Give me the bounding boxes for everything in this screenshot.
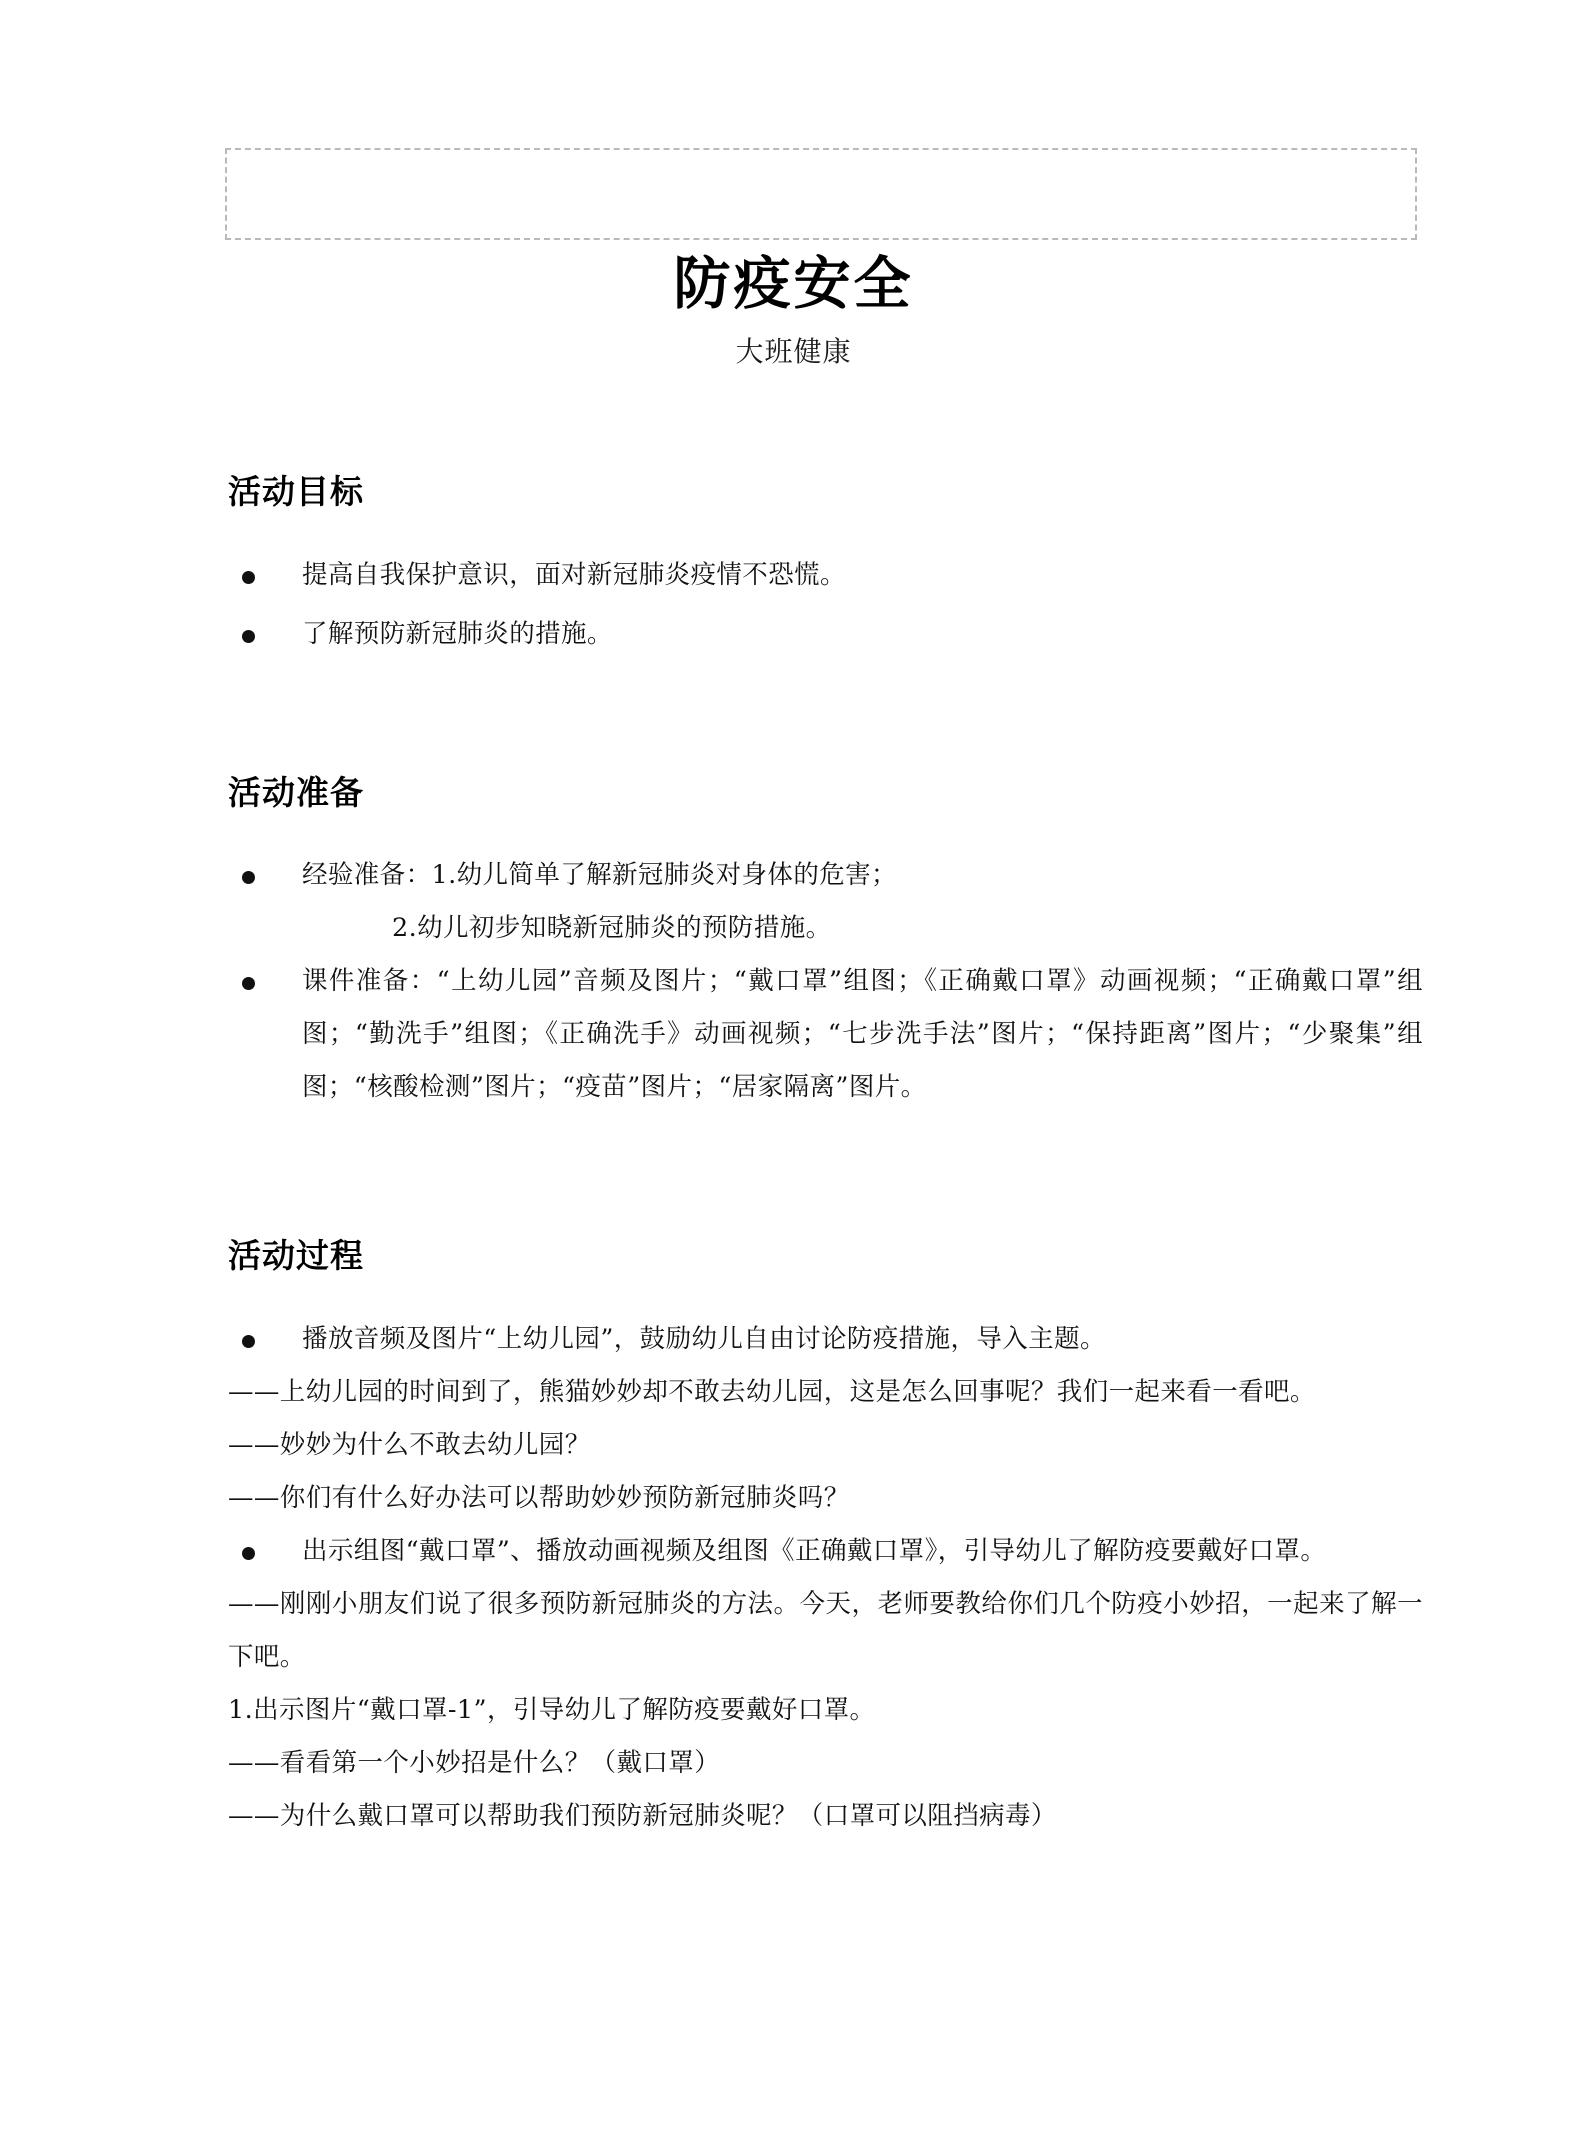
- step-dialogue-line: ——看看第一个小妙招是什么？（戴口罩）: [228, 1748, 721, 1779]
- document-body: [228, 470, 1423, 1843]
- courseware-preparation-text: 课件准备：“上幼儿园”音频及图片；“戴口罩”组图；《正确戴口罩》动画视频；“正确戴口罩”组图；“勤洗手”组图；《正确洗手》动画视频；“七步洗手法”图片；“保持距离”图片；“少聚集”组图；“核酸检测”图片；“疫苗”图片；“居家隔离”图片。: [302, 966, 1423, 1103]
- step-dialogue-line: ——为什么戴口罩可以帮助我们预防新冠肺炎呢？（口罩可以阻挡病毒）: [228, 1801, 1057, 1832]
- process-step-1: [228, 1313, 1423, 1366]
- title-block: [0, 248, 1587, 373]
- section-heading-process: 活动过程: [228, 1236, 364, 1276]
- step-dialogue-line: ——上幼儿园的时间到了，熊猫妙妙却不敢去幼儿园，这是怎么回事呢？我们一起来看一看吧。: [228, 1376, 1316, 1407]
- experience-preparation-text: 经验准备：1.幼儿简单了解新冠肺炎对身体的危害；: [302, 860, 897, 891]
- list-item: [228, 608, 1423, 661]
- step-bullet-text: 播放音频及图片“上幼儿园”，鼓励幼儿自由讨论防疫措施，导入主题。: [302, 1323, 1106, 1354]
- step-numbered-line: 1.出示图片“戴口罩-1”，引导幼儿了解防疫要戴好口罩。: [228, 1695, 876, 1726]
- section-heading-objectives: 活动目标: [228, 472, 364, 511]
- list-item: [228, 549, 1423, 602]
- experience-preparation-subline: 2.幼儿初步知晓新冠肺炎的预防措施。: [392, 913, 832, 944]
- section-heading-preparation: 活动准备: [228, 772, 364, 812]
- process-step-2: [228, 1525, 1423, 1578]
- list-item: [228, 1313, 1423, 1366]
- objectives-list: [228, 549, 1423, 661]
- objective-text: 提高自我保护意识，面对新冠肺炎疫情不恐慌。: [302, 559, 846, 590]
- header-placeholder-frame: [225, 148, 1417, 240]
- list-item: [228, 955, 1423, 1114]
- step-dialogue-line: ——刚刚小朋友们说了很多预防新冠肺炎的方法。今天，老师要教给你们几个防疫小妙招，一起来了解一下吧。: [228, 1589, 1423, 1673]
- step-dialogue-line: ——你们有什么好办法可以帮助妙妙预防新冠肺炎吗？: [228, 1482, 850, 1513]
- objective-text: 了解预防新冠肺炎的措施。: [302, 618, 613, 649]
- list-item: [228, 849, 1423, 902]
- page-title: 防疫安全: [673, 250, 914, 317]
- step-bullet-text: 出示组图“戴口罩”、播放动画视频及组图《正确戴口罩》，引导幼儿了解防疫要戴好口罩。: [302, 1535, 1327, 1566]
- page-subtitle: 大班健康: [735, 334, 852, 368]
- preparation-list: [228, 849, 1423, 902]
- courseware-list: [228, 955, 1423, 1114]
- step-dialogue-line: ——妙妙为什么不敢去幼儿园？: [228, 1429, 591, 1460]
- section-objectives: [228, 470, 1423, 661]
- list-item: [228, 1525, 1423, 1578]
- section-preparation: [228, 771, 1423, 1115]
- section-process: [228, 1234, 1423, 1843]
